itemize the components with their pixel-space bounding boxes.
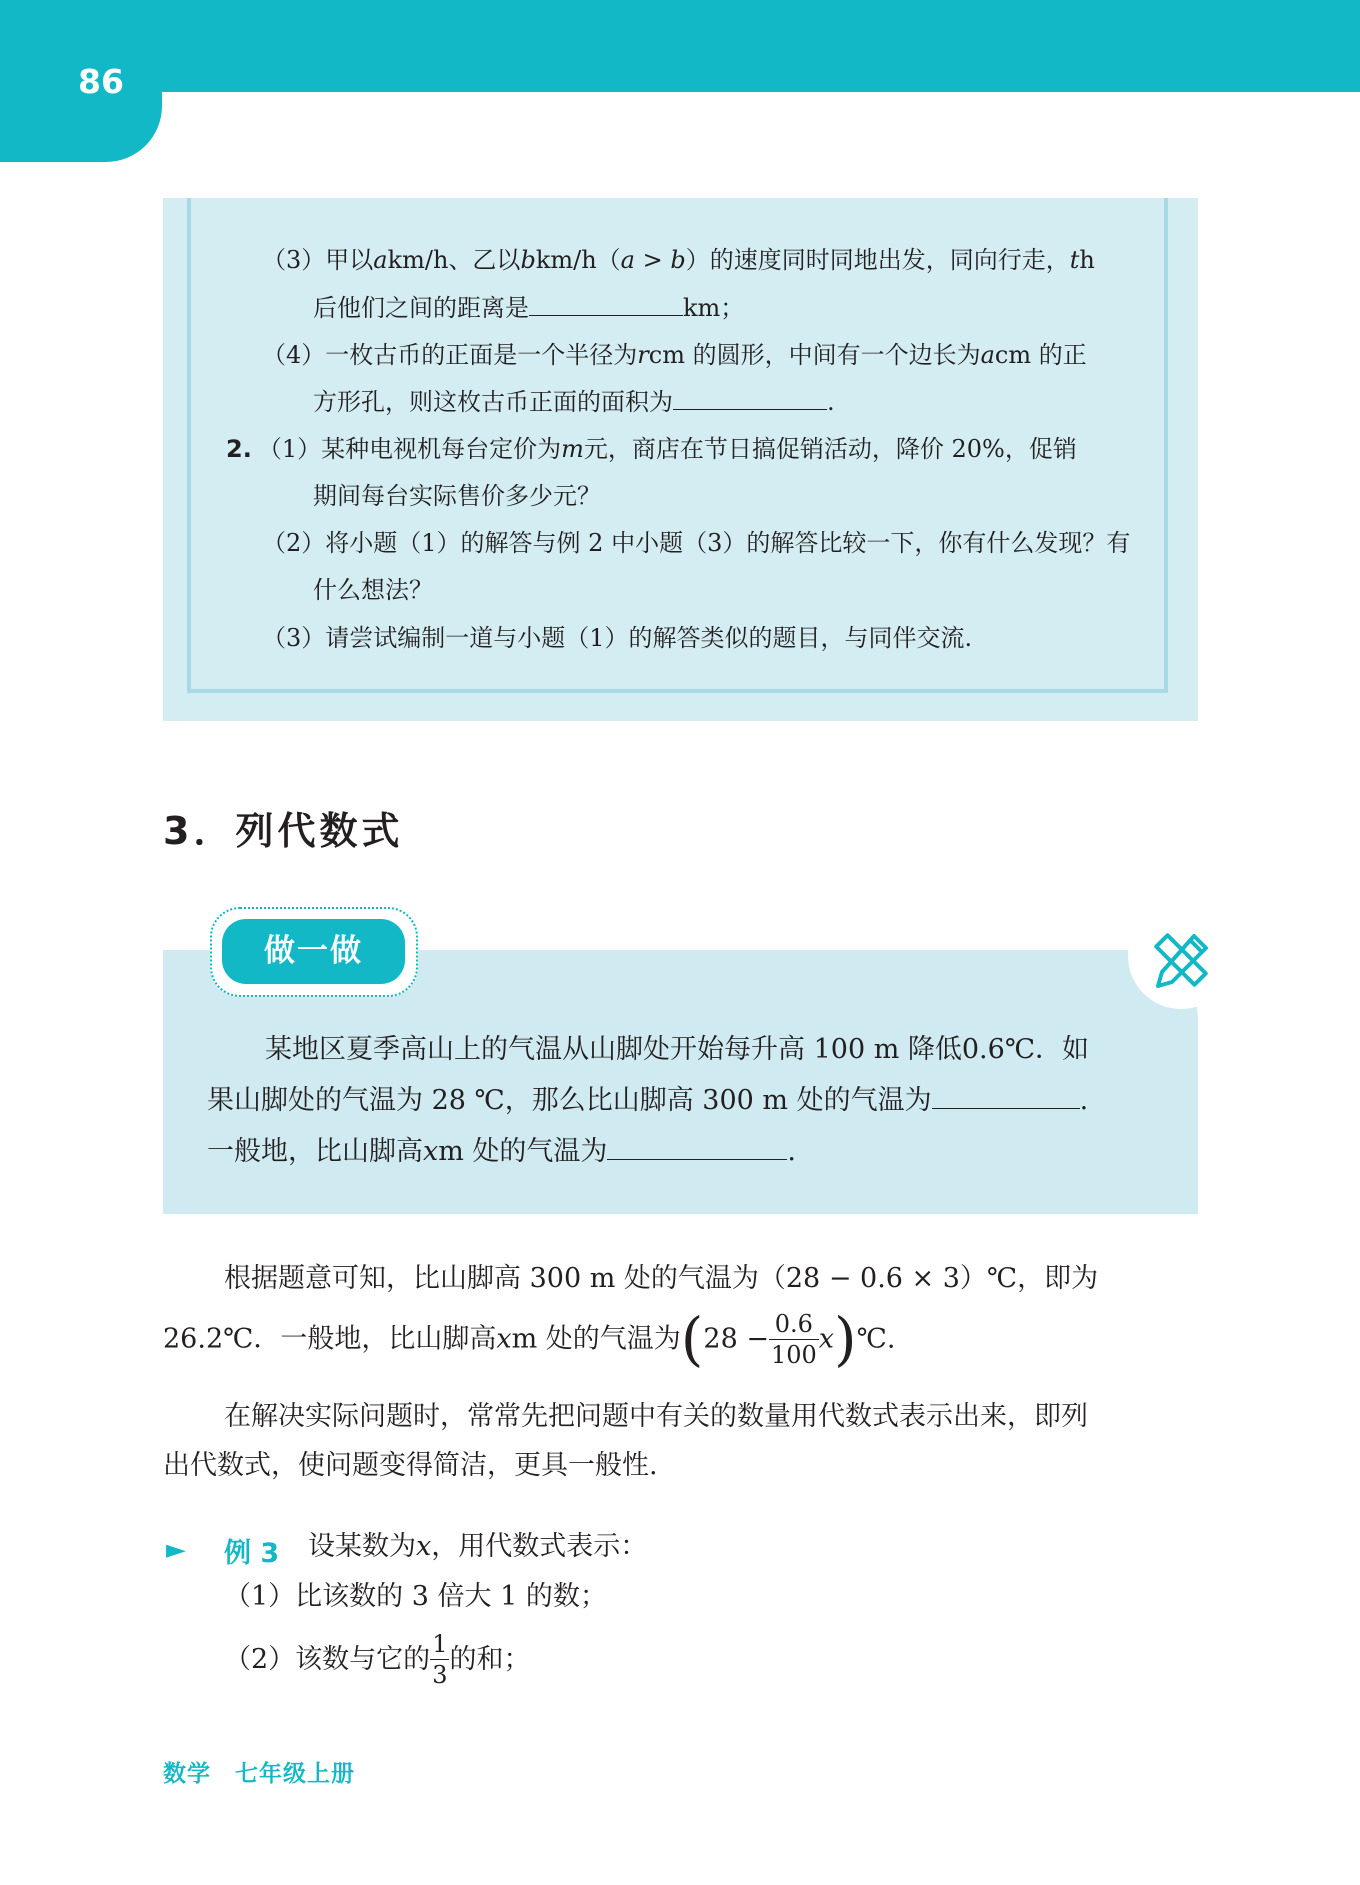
var-b: b	[520, 246, 536, 274]
var-t: t	[1069, 246, 1080, 274]
explanation-line3: 在解决实际问题时，常常先把问题中有关的数量用代数式表示出来，即列	[224, 1401, 1088, 1432]
formula-text: 28 −	[703, 1323, 769, 1355]
text: 的和；	[449, 1644, 531, 1675]
text: 设某数为	[308, 1531, 416, 1562]
pencil-ruler-icon	[1150, 930, 1212, 992]
q2-2-line2: 什么想法？	[313, 576, 433, 604]
answer-blank[interactable]	[529, 314, 683, 316]
example-label: 例 3	[224, 1538, 280, 1569]
explanation-line2	[163, 1305, 896, 1373]
text: h	[1079, 246, 1095, 274]
text: 元，商店在节日搞促销活动，降价 20%，促销	[583, 435, 1077, 463]
fraction-numerator: 0.6	[769, 1312, 819, 1340]
text: 26.2℃．一般地，比山脚高	[163, 1323, 497, 1355]
q1-4-line2	[313, 390, 835, 414]
text: cm 的圆形，中间有一个边长为	[648, 341, 981, 369]
answer-blank[interactable]	[673, 408, 827, 410]
activity-line1: 某地区夏季高山上的气温从山脚处开始每升高 100 m 降低0.6℃．如	[265, 1034, 1090, 1065]
header-bar	[0, 0, 1360, 92]
text: .	[787, 1136, 797, 1167]
example-arrow-icon: ►	[166, 1535, 186, 1565]
text: （4）一枚古币的正面是一个半径为	[262, 341, 638, 369]
text: （1）某种电视机每台定价为	[257, 435, 562, 463]
var-m: m	[561, 435, 584, 463]
q2-1-line1	[226, 437, 1077, 461]
text: （3）甲以	[262, 246, 374, 274]
var-x: x	[496, 1323, 512, 1355]
text: m 处的气温为	[438, 1136, 608, 1167]
var-x: x	[818, 1323, 834, 1355]
fraction-denominator: 100	[770, 1340, 817, 1369]
answer-blank[interactable]	[932, 1107, 1080, 1109]
var-a: a	[980, 341, 995, 369]
unit-text: ℃.	[856, 1323, 896, 1355]
q1-3-line2	[313, 296, 744, 320]
answer-blank[interactable]	[607, 1158, 787, 1160]
q2-2-line1: （2）将小题（1）的解答与例 2 中小题（3）的解答比较一下，你有什么发现？有	[262, 529, 1131, 557]
text: cm 的正	[994, 341, 1087, 369]
right-paren: )	[834, 1305, 857, 1373]
left-paren: (	[680, 1305, 704, 1373]
activity-line2	[207, 1087, 1088, 1114]
section-title: 3．列代数式	[163, 809, 404, 853]
var-x: x	[416, 1531, 432, 1562]
text: m 处的气温为	[511, 1323, 681, 1355]
fraction-denominator: 3	[432, 1661, 448, 1689]
text: （2）该数与它的	[224, 1644, 431, 1675]
var-b: b	[670, 246, 686, 274]
fraction	[769, 1309, 819, 1369]
explanation-line1: 根据题意可知，比山脚高 300 m 处的气温为（28 − 0.6 × 3）℃，即为	[224, 1263, 1099, 1294]
text: 一般地，比山脚高	[207, 1136, 423, 1167]
q1-3-line1	[262, 248, 1095, 272]
text: ，用代数式表示：	[431, 1531, 648, 1562]
activity-line3	[207, 1138, 796, 1165]
q2-1-line2: 期间每台实际售价多少元？	[313, 482, 601, 510]
text: .	[827, 388, 835, 416]
q2-3-line1: （3）请尝试编制一道与小题（1）的解答类似的题目，与同伴交流.	[262, 624, 973, 652]
example-item2	[224, 1632, 530, 1687]
text: km；	[683, 294, 745, 322]
fraction-numerator: 1	[432, 1630, 448, 1658]
text: 方形孔，则这枚古币正面的面积为	[313, 388, 673, 416]
activity-label-text: 做一做	[222, 919, 405, 984]
text: >	[634, 246, 671, 274]
text: ）的速度同时同地出发，同向行走，	[685, 246, 1070, 274]
page-number: 86	[78, 62, 124, 101]
explanation-line4: 出代数式，使问题变得简洁，更具一般性.	[163, 1450, 658, 1481]
activity-label	[210, 907, 418, 997]
question-number: 2.	[226, 435, 252, 463]
text: 果山脚处的气温为 28 ℃，那么比山脚高 300 m 处的气温为	[207, 1085, 932, 1116]
footer-book-title: 数学 七年级上册	[163, 1761, 355, 1787]
var-x: x	[423, 1136, 439, 1167]
example-item1: （1）比该数的 3 倍大 1 的数；	[224, 1581, 607, 1612]
text: km/h、乙以	[387, 246, 521, 274]
var-a: a	[620, 246, 635, 274]
q1-4-line1	[262, 343, 1087, 367]
var-a: a	[373, 246, 388, 274]
text: .	[1079, 1085, 1089, 1116]
var-r: r	[637, 341, 649, 369]
example-intro	[308, 1533, 647, 1560]
fraction	[430, 1632, 449, 1687]
text: km/h（	[535, 246, 621, 274]
text: 后他们之间的距离是	[313, 294, 529, 322]
